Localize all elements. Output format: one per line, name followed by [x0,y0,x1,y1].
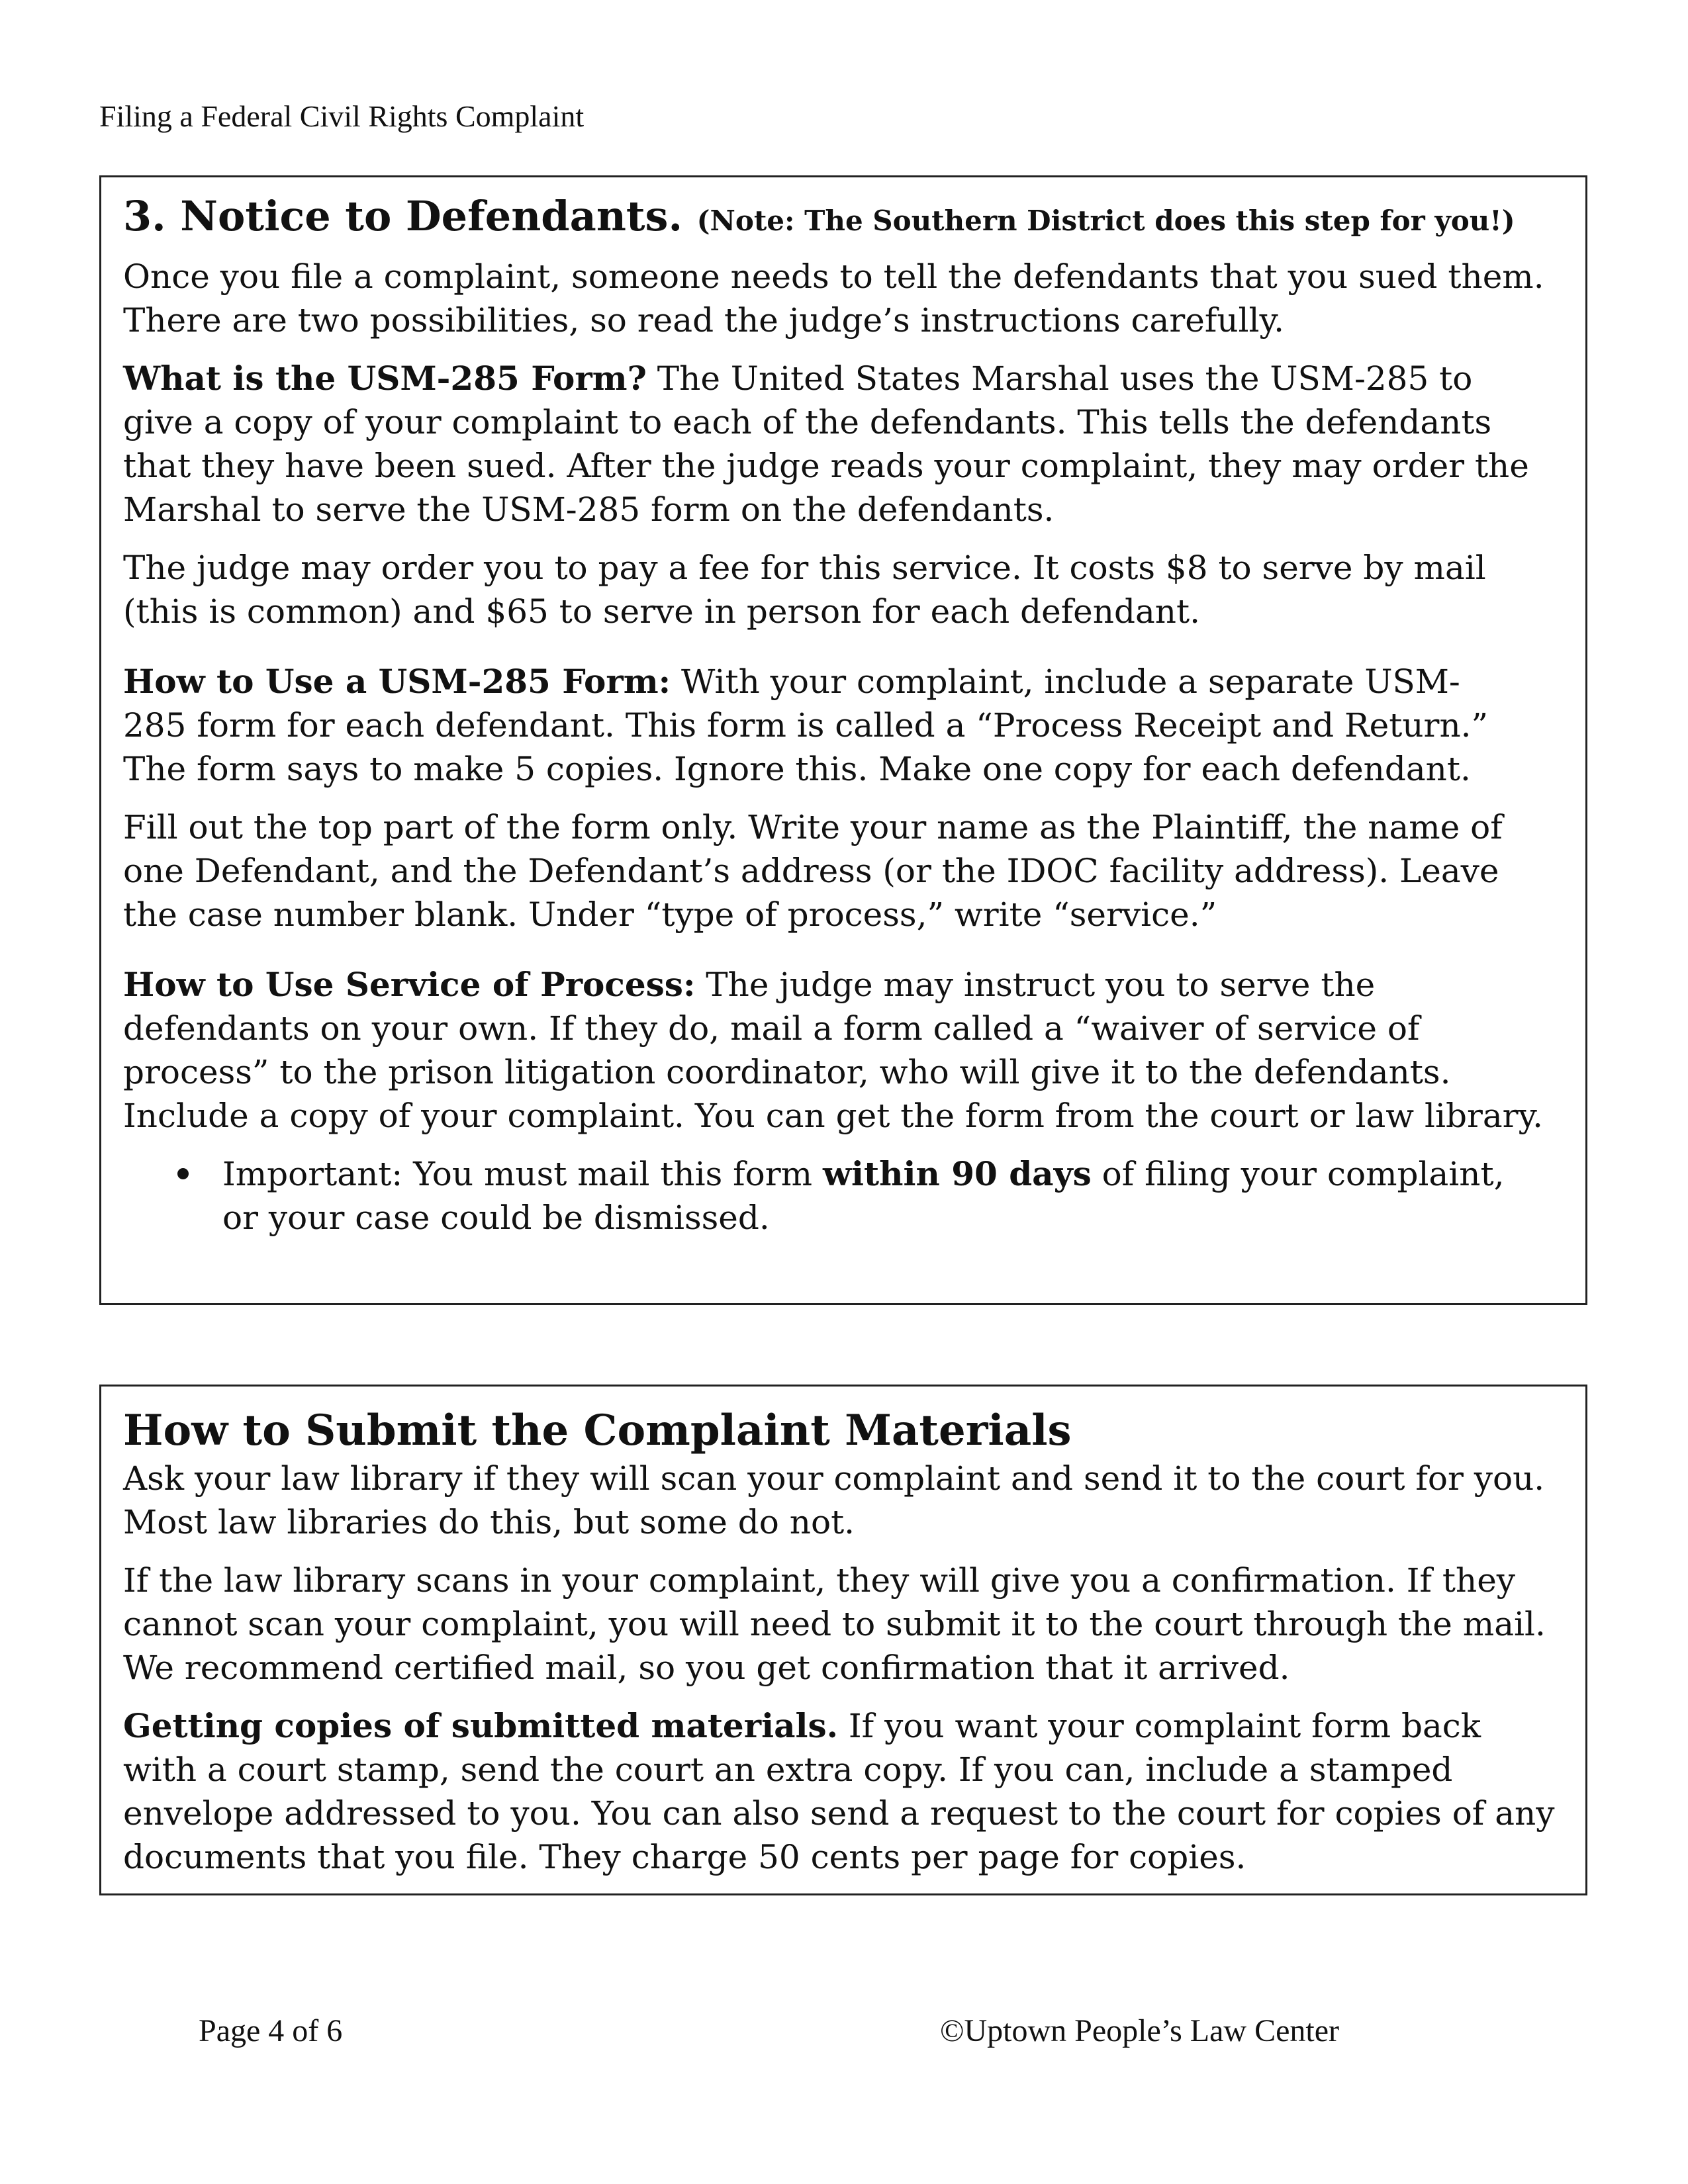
submit-para2-line-3: We recommend certified mail, so you get confirmation that it arrived. [123,1649,1290,1687]
important-bullet-item [123,1152,1562,1240]
copies-label: Getting copies of submitted materials. [123,1706,839,1745]
bullet-dot-icon [177,1168,189,1179]
how-to-use-usm-line-1 [123,660,1562,704]
important-emphasis: within 90 days [822,1154,1092,1193]
service-of-process-label: How to Use Service of Process: [123,965,696,1004]
copies-line-4: documents that you file. They charge 50 cents per page for copies. [123,1838,1246,1876]
usm-form-text-1: The United States Marshal uses the USM-285 to [646,359,1473,398]
notice-heading-note: (Note: The Southern District does this step for you!) [696,205,1515,237]
usm-form-label: What is the USM-285 Form? [123,359,647,398]
service-of-process-line-4: Include a copy of your complaint. You can get the form from the court or law library. [123,1097,1544,1135]
copies-line-2: with a court stamp, send the court an extra copy. If you can, include a stamped [123,1751,1453,1789]
service-of-process-line-3: process” to the prison litigation coordinator, who will give it to the defendants. [123,1053,1451,1091]
copies-line-3: envelope addressed to you. You can also send a request to the court for copies of any [123,1794,1555,1833]
important-bullet-list [123,1152,1562,1240]
how-to-use-usm-line-3: The form says to make 5 copies. Ignore this. Make one copy for each defendant. [123,750,1471,788]
fill-out-line-3: the case number blank. Under “type of process,” write “service.” [123,895,1217,934]
how-to-use-usm-text-1: With your complaint, include a separate USM- [671,662,1460,701]
copies-text-1: If you want your complaint form back [838,1707,1481,1745]
usm-form-line-2: give a copy of your complaint to each of the defendants. This tells the defendants [123,403,1492,441]
submit-para1-line-1: Ask your law library if they will scan your complaint and send it to the court for you. [123,1459,1545,1498]
important-text-line-2: or your case could be dismissed. [222,1199,770,1237]
important-text-after: of filing your complaint, [1091,1155,1505,1193]
fill-out-line-2: one Defendant, and the Defendant’s address (or the IDOC facility address). Leave [123,852,1499,890]
submit-para2-line-1: If the law library scans in your complaint, they will give you a confirmation. If they [123,1561,1516,1600]
notice-heading [123,191,1562,247]
usm-form-line-3: that they have been sued. After the judge reads your complaint, they may order the [123,447,1529,485]
intro-line-2: There are two possibilities, so read the judge’s instructions carefully. [123,301,1285,340]
fee-line-2: (this is common) and $65 to serve in person for each defendant. [123,592,1200,631]
fill-out-line-1: Fill out the top part of the form only. Write your name as the Plaintiff, the name of [123,808,1503,846]
service-of-process-line-1 [123,963,1562,1007]
service-of-process-text-1: The judge may instruct you to serve the [695,966,1376,1004]
how-to-use-usm-label: How to Use a USM-285 Form: [123,662,671,701]
submit-para2-line-2: cannot scan your complaint, you will need to submit it to the court through the mail. [123,1605,1546,1643]
footer-page-number: Page 4 of 6 [199,2013,343,2048]
running-header: Filing a Federal Civil Rights Complaint [99,99,585,133]
usm-form-line-1 [123,357,1562,400]
notice-heading-text: 3. Notice to Defendants. [123,192,683,240]
fee-line-1: The judge may order you to pay a fee for this service. It costs $8 to serve by mail [123,549,1486,587]
service-of-process-line-2: defendants on your own. If they do, mail a form called a “waiver of service of [123,1009,1420,1048]
submit-para1-line-2: Most law libraries do this, but some do not. [123,1503,855,1541]
footer-copyright: ©Uptown People’s Law Center [940,2013,1340,2048]
how-to-use-usm-line-2: 285 form for each defendant. This form is called a “Process Receipt and Return.” [123,706,1489,745]
submit-heading: How to Submit the Complaint Materials [123,1406,1072,1455]
copies-line-1 [123,1704,1562,1748]
usm-form-line-4: Marshal to serve the USM-285 form on the defendants. [123,490,1055,529]
important-text-before: Important: You must mail this form [222,1155,823,1193]
submit-materials-box [99,1385,1587,1895]
intro-line-1: Once you file a complaint, someone needs to tell the defendants that you sued them. [123,257,1544,296]
notice-to-defendants-box [99,175,1587,1305]
